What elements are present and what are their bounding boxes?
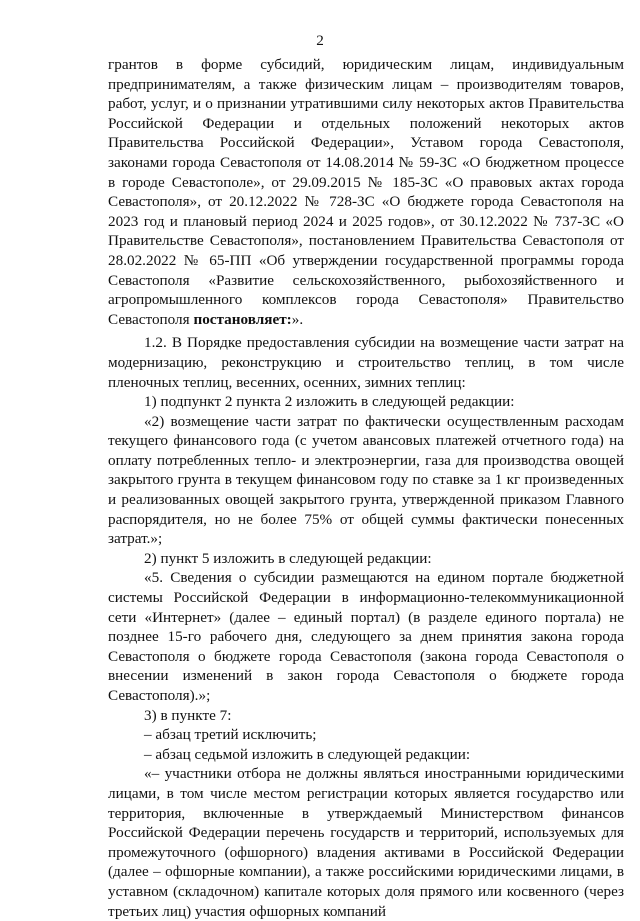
paragraph-subitem-2: 2) пункт 5 изложить в следующей редакции:: [144, 549, 432, 567]
paragraph-subitem-3: 3) в пункте 7:: [144, 706, 232, 724]
paragraph-subitem-1: 1) подпункт 2 пункта 2 изложить в следующей редакции:: [144, 393, 515, 411]
paragraph-quote-2: «2) возмещение части затрат по фактически осуществленным расходам текущего финансового года (с учетом авансовых платежей отчетного года) на оплату потребленных тепло- и электроэнергии, газа для производства овощей закрытого грунта в текущем финансовом году по ставке за 1 кг произведенных и реализованных овощей закрытого грунта, утвержденной приказом Главного распорядителя, но не более 75% от общей суммы фактически понесенных затрат.»;: [108, 412, 624, 548]
paragraph-quote-offshore: «– участники отбора не должны являться иностранными юридическими лицами, в том числе местом регистрации которых является государство или территория, включенные в утверждаемый Министерством финансов Российской Федерации перечень государств и территорий, используемых для промежуточного (офшорного) владения активами в Российской Федерации (далее – офшорные компании), а также российскими юридическими лицами, в уставном (складочном) капитале которых доля прямого или косвенного (через третьих лиц) участия офшорных компаний: [108, 765, 624, 920]
paragraph-1-2: 1.2. В Порядке предоставления субсидии на возмещение части затрат на модернизацию, реконструкцию и строительство теплиц, в том числе пленочных теплиц, весенних, осенних, зимних теплиц:: [108, 334, 624, 391]
paragraph-text: грантов в форме субсидий, юридическим лицам, индивидуальным предпринимателям, а также физическим лицам – производителям товаров, работ, услуг, и о признании утратившими силу некоторых актов Правительства Российской Федерации и отдельных положений некоторых актов Правительства Российской Федерации», Уставом города Севастополя, законами города Севастополя от 14.08.2014 № 59-ЗС «О бюджетном процессе в городе Севастополе», от 29.09.2015 № 185-ЗС «О правовых актах города Севастополя», от 20.12.2022 № 728-ЗС «О бюджете города Севастополя на 2023 год и плановый период 2024 и 2025 годов», от 30.12.2022 № 737-ЗС «О Правительстве Севастополя», постановлением Правительства Севастополя от 28.02.2022 № 65-ПП «Об утверждении государственной программы города Севастополя «Развитие сельскохозяйственного, рыбохозяйственного и агропромышленного комплексов города Севастополя» Правительство Севастополя: [108, 56, 624, 328]
paragraph-preamble-continuation: [108, 55, 624, 329]
document-body: [108, 55, 624, 921]
paragraph-dash-2: – абзац седьмой изложить в следующей редакции:: [144, 745, 471, 763]
paragraph-dash-1: – абзац третий исключить;: [144, 726, 317, 744]
closing-quote: ».: [291, 310, 304, 328]
paragraph-quote-5: «5. Сведения о субсидии размещаются на едином портале бюджетной системы Российской Федерации в информационно-телекоммуникационной сети «Интернет» (далее – единый портал) (в разделе единого портала) не позднее 15-го рабочего дня, следующего за днем принятия закона города Севастополя о бюджете города Севастополя (закона города Севастополя о внесении изменений в закон города Севастополя о бюджете города Севастополя).»;: [108, 569, 624, 704]
page-number: 2: [316, 32, 324, 49]
resolution-keyword: постановляет:: [193, 310, 292, 328]
